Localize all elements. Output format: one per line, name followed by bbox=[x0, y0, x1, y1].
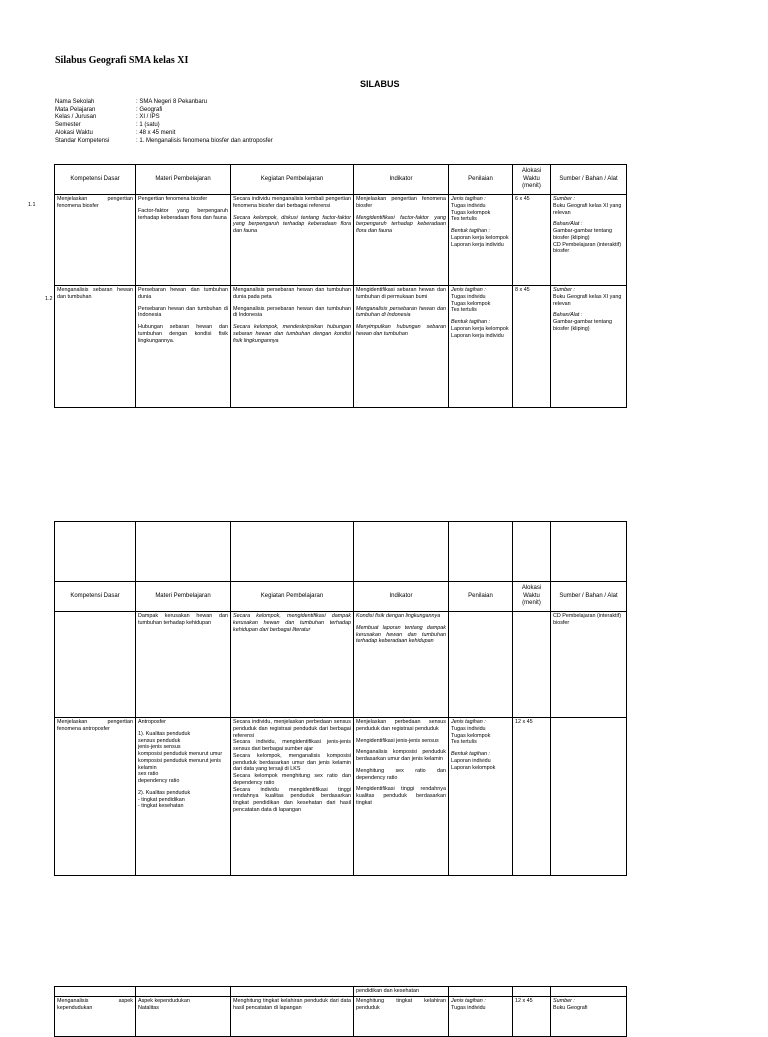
materi-item: komposisi penduduk menurut jenis kelamin bbox=[138, 757, 222, 771]
meta-row bbox=[55, 114, 273, 122]
penilaian-item: Tugas individu bbox=[451, 202, 486, 209]
materi-item: Persebaran hewan dan tumbuhan dunia bbox=[138, 287, 228, 300]
materi-item: Hubungan sebaran hewan dan tumbuhan dengan kondisi fisik lingkungannya. bbox=[138, 324, 228, 344]
header-kd: Kompetensi Dasar bbox=[55, 582, 136, 612]
center-title: SILABUS bbox=[360, 79, 400, 89]
table-header-row bbox=[55, 582, 627, 612]
kegiatan-cell bbox=[231, 718, 354, 876]
indikator-cell: pendidikan dan kesehatan bbox=[354, 987, 449, 997]
indikator-item: Mengidentifikasi sebaran hewan dan tumbuhan di permukaan bumi bbox=[356, 287, 446, 300]
document-title: Silabus Geografi SMA kelas XI bbox=[55, 55, 189, 66]
meta-row bbox=[55, 122, 273, 130]
header-materi: Materi Pembelajaran bbox=[136, 582, 231, 612]
empty-cell bbox=[551, 522, 627, 582]
materi-item: - tingkat kesehatan bbox=[138, 803, 228, 810]
alokasi-cell: 12 x 45 bbox=[513, 997, 551, 1037]
materi-item: Persebaran hewan dan tumbuhan di Indonesia bbox=[138, 305, 228, 319]
sumber-item: Gambar-gambar tentang biosfer (kliping) bbox=[553, 319, 613, 332]
sumber-item: Sumber : bbox=[553, 287, 575, 293]
kegiatan-cell bbox=[231, 195, 354, 286]
penilaian-cell bbox=[449, 718, 513, 876]
indikator-item: Kondisi fisik dengan lingkungannya bbox=[356, 613, 441, 619]
meta-key: Mata Pelajaran bbox=[55, 106, 96, 113]
materi-item: 1). Kualitas penduduk bbox=[138, 730, 191, 737]
header-materi: Materi Pembelajaran bbox=[136, 165, 231, 195]
kegiatan-item: Secara kelompok, menganalisis komposisi penduduk berdasarkan umur dan jenis kelamin dari data yang tersaji di LKS bbox=[233, 752, 351, 773]
meta-key: Semester bbox=[55, 122, 81, 129]
kegiatan-item: Secara individu, mengidentifikasi jenis-jenis sensus dari berbagai sumber ajar bbox=[233, 739, 351, 752]
kegiatan-item: Menganalisis persebaran hewan dan tumbuhan di Indonesia bbox=[233, 305, 351, 319]
materi-item: jenis-jenis sensus bbox=[138, 744, 181, 751]
table-row bbox=[55, 195, 627, 286]
materi-item: - tingkat pendidikan bbox=[138, 797, 228, 804]
sumber-item: Sumber : bbox=[553, 196, 575, 202]
penilaian-item: Tugas individu bbox=[451, 1004, 486, 1011]
kegiatan-cell: Menghitung tingkat kelahiran penduduk dari data hasil pencatatan di lapangan bbox=[231, 997, 354, 1037]
materi-item: sensus penduduk bbox=[138, 737, 181, 744]
kd-cell: Menjelaskan pengertian fenomena biosfer bbox=[55, 195, 136, 286]
penilaian-item: Laporan kerja kelompok bbox=[451, 234, 509, 241]
indikator-cell bbox=[354, 718, 449, 876]
materi-item: Antroposfer bbox=[138, 719, 166, 725]
meta-row bbox=[55, 130, 273, 138]
indikator-item: Menjelaskan perbedaan sensus penduduk dan registrasi penduduk bbox=[356, 719, 446, 732]
kegiatan-item: Secara kelompok, diskusi tentang factor-faktor yang berpengaruh terhadap keberadaan flora dan fauna bbox=[233, 214, 351, 234]
penilaian-item: Bentuk tagihan : bbox=[451, 751, 490, 757]
empty-cell bbox=[354, 522, 449, 582]
penilaian-item: Tugas individu bbox=[451, 725, 486, 732]
penilaian-item: Bentuk tagihan : bbox=[451, 319, 490, 325]
materi-item: dependency ratio bbox=[138, 778, 180, 784]
penilaian-item: Tugas individu bbox=[451, 293, 486, 300]
sumber-item: Gambar-gambar tentang biosfer (kliping) bbox=[553, 228, 613, 241]
empty-row bbox=[55, 522, 627, 582]
table-row bbox=[55, 997, 627, 1037]
meta-key: Nama Sekolah bbox=[55, 99, 95, 105]
penilaian-item: Jenis tagihan : bbox=[451, 719, 486, 725]
sumber-item: Buku Geografi bbox=[553, 1004, 588, 1011]
penilaian-cell bbox=[449, 286, 513, 408]
meta-value: : 1 (satu) bbox=[136, 122, 160, 129]
materi-cell bbox=[136, 997, 231, 1037]
penilaian-item: Laporan kerja kelompok bbox=[451, 325, 509, 332]
meta-row bbox=[55, 99, 273, 107]
materi-item: sex ratio bbox=[138, 771, 159, 778]
indikator-item: Menganalisis komposisi penduduk berdasarkan umur dan jenis kelamin bbox=[356, 749, 446, 762]
materi-cell: Dampak kerusakan hewan dan tumbuhan terhadap kehidupan bbox=[136, 612, 231, 718]
indikator-item: Menyimpulkan hubungan sebaran hewan dan tumbuhan bbox=[356, 324, 446, 337]
empty-cell bbox=[513, 522, 551, 582]
sumber-cell: CD Pembelajaran (interaktif) biosfer bbox=[551, 612, 627, 718]
meta-value: : XI / IPS bbox=[136, 114, 160, 121]
penilaian-item: Tes tertulis bbox=[451, 307, 477, 314]
kegiatan-item: Secara individu mengidentifikasi tinggi rendahnya kualitas penduduk berdasarkan tingkat pendidikan dan kesehatan dari hasil pencatatan data di lapangan bbox=[233, 786, 351, 813]
sumber-item: Bahan/Alat : bbox=[553, 312, 583, 319]
header-kegiatan: Kegiatan Pembelajaran bbox=[231, 582, 354, 612]
sumber-item: Sumber : bbox=[553, 998, 575, 1004]
meta-value: : 48 x 45 menit bbox=[136, 129, 176, 136]
kegiatan-item: Menganalisis persebaran hewan dan tumbuhan dunia pada peta bbox=[233, 287, 351, 300]
indikator-cell: Menghitung tingkat kelahiran penduduk bbox=[354, 997, 449, 1037]
materi-item: 2). Kualitas penduduk bbox=[138, 789, 191, 796]
table-row bbox=[55, 987, 627, 997]
materi-item: Aspek kependudukan bbox=[138, 998, 190, 1004]
materi-item: Factor-faktor yang berpengaruh terhadap keberadaan flora dan fauna bbox=[138, 207, 228, 221]
kegiatan-item: Secara individu, menjelaskan perbedaan sensus penduduk dan registrasi penduduk dari berbagai referensi bbox=[233, 719, 351, 739]
alokasi-cell bbox=[513, 612, 551, 718]
indikator-cell bbox=[354, 612, 449, 718]
kegiatan-item: Secara kelompok menghitung sex ratio dan dependency ratio bbox=[233, 773, 351, 786]
syllabus-table-3 bbox=[54, 986, 627, 1037]
kd-cell bbox=[55, 612, 136, 718]
indikator-item: Mengidentifikasi factor-faktor yang berpengaruh terhadap keberadaan flora dan fauna bbox=[356, 214, 446, 234]
kegiatan-cell: Secara kelompok, mengidentifikasi dampak kerusakan hewan dan tumbuhan terhadap kehidupan dari berbagai literatur bbox=[231, 612, 354, 718]
kegiatan-cell bbox=[231, 286, 354, 408]
alokasi-cell: 12 x 45 bbox=[513, 718, 551, 876]
materi-cell bbox=[136, 987, 231, 997]
header-indikator: Indikator bbox=[354, 582, 449, 612]
materi-item: Pengertian fenomena biosfer bbox=[138, 196, 208, 202]
table-header-row bbox=[55, 165, 627, 195]
table-row bbox=[55, 612, 627, 718]
indikator-item: Mengidentifikasi jenis-jenis sensus bbox=[356, 737, 439, 744]
materi-item: Natalitas bbox=[138, 1004, 159, 1011]
sumber-cell bbox=[551, 195, 627, 286]
penilaian-cell bbox=[449, 987, 513, 997]
kegiatan-cell bbox=[231, 987, 354, 997]
kd-cell: Menjelaskan pengertian fenomena antroposfer bbox=[55, 718, 136, 876]
indikator-cell bbox=[354, 286, 449, 408]
school-meta bbox=[55, 99, 273, 145]
penilaian-item: Laporan individu bbox=[451, 757, 491, 764]
empty-cell bbox=[136, 522, 231, 582]
kd-number: 1.1 bbox=[28, 202, 36, 208]
indikator-cell bbox=[354, 195, 449, 286]
syllabus-table-2 bbox=[54, 521, 627, 876]
header-sumber: Sumber / Bahan / Alat bbox=[551, 582, 627, 612]
kd-cell: Menganalisis aspek kependudukan bbox=[55, 997, 136, 1037]
header-penilaian: Penilaian bbox=[449, 165, 513, 195]
sumber-cell bbox=[551, 286, 627, 408]
empty-cell bbox=[449, 522, 513, 582]
penilaian-item: Tugas kelompok bbox=[451, 209, 491, 216]
penilaian-cell bbox=[449, 997, 513, 1037]
indikator-item: Membuat laporan tentang dampak kerusakan hewan dan tumbuhan terhadap keberadaan kehidupan bbox=[356, 624, 446, 645]
penilaian-cell bbox=[449, 195, 513, 286]
meta-key: Kelas / Jurusan bbox=[55, 114, 97, 121]
penilaian-item: Jenis tagihan : bbox=[451, 998, 486, 1004]
indikator-item: Menjelaskan pengertian fenomena biosfer bbox=[356, 196, 446, 209]
indikator-item: Menghitung sex ratio dan dependency ratio bbox=[356, 767, 446, 781]
header-alokasi: Alokasi Waktu (menit) bbox=[513, 582, 551, 612]
alokasi-cell: 8 x 45 bbox=[513, 286, 551, 408]
penilaian-item: Laporan kelompok bbox=[451, 764, 496, 771]
header-alokasi: Alokasi Waktu (menit) bbox=[513, 165, 551, 195]
penilaian-cell bbox=[449, 612, 513, 718]
indikator-item: Mengidentifikasi tinggi rendahnya kualitas penduduk berdasarkan tingkat bbox=[356, 786, 446, 806]
sumber-item: CD Pembelajaran (interaktif) biosfer bbox=[553, 241, 622, 255]
penilaian-item: Laporan kerja individu bbox=[451, 332, 504, 339]
meta-row bbox=[55, 138, 273, 146]
header-penilaian: Penilaian bbox=[449, 582, 513, 612]
header-kegiatan: Kegiatan Pembelajaran bbox=[231, 165, 354, 195]
alokasi-cell bbox=[513, 987, 551, 997]
table-row bbox=[55, 718, 627, 876]
meta-key: Alokasi Waktu bbox=[55, 129, 93, 136]
empty-cell bbox=[231, 522, 354, 582]
header-sumber: Sumber / Bahan / Alat bbox=[551, 165, 627, 195]
alokasi-cell: 6 x 45 bbox=[513, 195, 551, 286]
meta-value: : SMA Negeri 8 Pekanbaru bbox=[136, 99, 208, 105]
penilaian-item: Jenis tagihan : bbox=[451, 196, 486, 202]
penilaian-item: Tes tertulis bbox=[451, 739, 477, 746]
sumber-cell bbox=[551, 718, 627, 876]
penilaian-item: Laporan kerja individu bbox=[451, 241, 504, 248]
materi-item: komposisi penduduk menurut umur bbox=[138, 751, 223, 757]
meta-value: : 1. Menganalisis fenomena biosfer dan antroposfer bbox=[136, 137, 273, 144]
sumber-item: Buku Geografi kelas XI yang relevan bbox=[553, 202, 622, 216]
meta-value: : Geografi bbox=[136, 106, 163, 113]
table-row bbox=[55, 286, 627, 408]
penilaian-item: Bentuk tagihan : bbox=[451, 228, 490, 234]
materi-cell bbox=[136, 195, 231, 286]
meta-key: Standar Kompetensi bbox=[55, 137, 110, 144]
header-indikator: Indikator bbox=[354, 165, 449, 195]
penilaian-item: Tugas kelompok bbox=[451, 300, 491, 307]
sumber-item: Buku Geografi kelas XI yang relevan bbox=[553, 293, 622, 307]
kegiatan-item: Secara kelompok, mendeskripsikan hubungan sebaran hewan dan tumbuhan dengan kondisi fisik lingkungannya bbox=[233, 324, 351, 344]
syllabus-table-1 bbox=[54, 164, 627, 408]
sumber-cell bbox=[551, 997, 627, 1037]
penilaian-item: Tes tertulis bbox=[451, 216, 477, 223]
indikator-item: Menganalisis persebaran hewan dan tumbuhan di Indonesia bbox=[356, 305, 446, 319]
penilaian-item: Jenis tagihan : bbox=[451, 287, 486, 293]
sumber-cell bbox=[551, 987, 627, 997]
header-kd: Kompetensi Dasar bbox=[55, 165, 136, 195]
meta-row bbox=[55, 107, 273, 115]
kegiatan-item: Secara individu menganalisis kembali pengertian fenomena biosfer dari berbagai referensi bbox=[233, 196, 351, 209]
kd-cell bbox=[55, 987, 136, 997]
empty-cell bbox=[55, 522, 136, 582]
penilaian-item: Tugas kelompok bbox=[451, 732, 491, 739]
materi-cell bbox=[136, 286, 231, 408]
kd-cell: Menganalisis sebaran hewan dan tumbuhan bbox=[55, 286, 136, 408]
sumber-item: Bahan/Alat : bbox=[553, 221, 583, 228]
kd-number: 1.2 bbox=[45, 296, 53, 302]
materi-cell bbox=[136, 718, 231, 876]
